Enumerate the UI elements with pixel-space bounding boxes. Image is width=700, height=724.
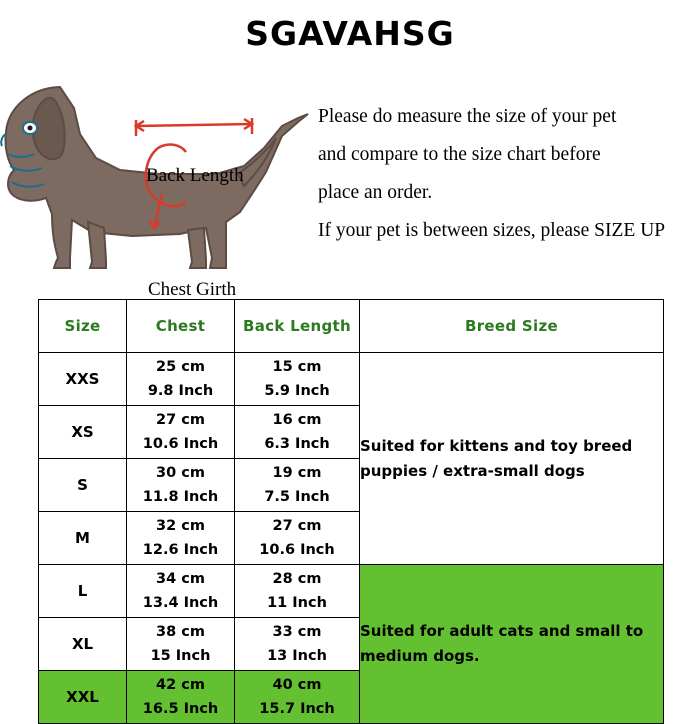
header-chest: Chest — [127, 300, 235, 353]
cell-chest-inch: 16.5 Inch — [142, 701, 219, 717]
cell-back-inch: 13 Inch — [267, 648, 327, 664]
cell-chest — [127, 618, 235, 671]
cell-back-inch: 6.3 Inch — [264, 436, 330, 452]
cell-chest-inch: 10.6 Inch — [142, 436, 219, 452]
cell-chest-inch: 15 Inch — [150, 648, 211, 664]
cell-size: XXL — [39, 671, 127, 724]
cell-back-inch: 11 Inch — [267, 595, 327, 611]
instruction-line-2: and compare to the size chart before — [318, 144, 601, 165]
instruction-line-4: If your pet is between sizes, please SIZE UP — [318, 220, 666, 241]
header-breed-size: Breed Size — [360, 300, 664, 353]
cell-back — [235, 512, 360, 565]
cell-size: L — [39, 565, 127, 618]
cell-back-cm: 27 cm — [272, 518, 322, 534]
cell-chest — [127, 671, 235, 724]
cell-size: XXS — [39, 353, 127, 406]
cell-chest-inch: 11.8 Inch — [142, 489, 219, 505]
header-back-length: Back Length — [235, 300, 360, 353]
cell-chest-cm: 38 cm — [156, 624, 205, 640]
cell-chest — [127, 565, 235, 618]
cell-back-cm: 15 cm — [272, 359, 322, 375]
cell-size: XS — [39, 406, 127, 459]
cell-size: XL — [39, 618, 127, 671]
cell-back-cm: 16 cm — [272, 412, 322, 428]
cell-breed-top: Suited for kittens and toy breed puppies / extra-small dogs — [360, 353, 664, 565]
brand-title: SGAVAHSG — [245, 14, 455, 53]
cell-back — [235, 565, 360, 618]
cell-chest-inch: 9.8 Inch — [147, 383, 214, 399]
instruction-line-3: place an order. — [318, 182, 433, 203]
table-row — [39, 353, 664, 406]
cell-size: M — [39, 512, 127, 565]
cell-chest-inch: 13.4 Inch — [142, 595, 219, 611]
table-header-row — [39, 300, 664, 353]
cell-back-cm: 28 cm — [272, 571, 322, 587]
back-length-label: Back Length — [146, 165, 244, 186]
cell-back-inch: 15.7 Inch — [259, 701, 335, 717]
cell-size: S — [39, 459, 127, 512]
cell-chest — [127, 353, 235, 406]
table-row — [39, 565, 664, 618]
cell-back — [235, 353, 360, 406]
cell-back-inch: 5.9 Inch — [264, 383, 330, 399]
cell-back-cm: 19 cm — [272, 465, 322, 481]
cell-chest-cm: 34 cm — [156, 571, 205, 587]
header-size: Size — [39, 300, 127, 353]
cell-chest-cm: 32 cm — [156, 518, 205, 534]
cell-back-cm: 33 cm — [272, 624, 322, 640]
size-chart-table — [38, 299, 664, 724]
back-length-arrow — [136, 118, 252, 136]
cell-breed-bottom: Suited for adult cats and small to medium dogs. — [360, 565, 664, 724]
cell-back — [235, 618, 360, 671]
instruction-line-1: Please do measure the size of your pet — [318, 106, 617, 127]
cell-chest — [127, 512, 235, 565]
cell-chest-cm: 42 cm — [156, 677, 205, 693]
cell-back — [235, 406, 360, 459]
cell-chest-cm: 30 cm — [156, 465, 205, 481]
cell-chest-inch: 12.6 Inch — [142, 542, 219, 558]
cell-back-cm: 40 cm — [272, 677, 322, 693]
dog-illustration — [0, 62, 320, 300]
cell-chest-cm: 25 cm — [156, 359, 205, 375]
instructions-block — [318, 98, 698, 250]
cell-back — [235, 671, 360, 724]
cell-back — [235, 459, 360, 512]
cell-back-inch: 7.5 Inch — [264, 489, 330, 505]
cell-chest — [127, 459, 235, 512]
cell-back-inch: 10.6 Inch — [259, 542, 335, 558]
cell-chest — [127, 406, 235, 459]
chest-girth-label: Chest Girth — [148, 279, 237, 300]
cell-chest-cm: 27 cm — [156, 412, 205, 428]
